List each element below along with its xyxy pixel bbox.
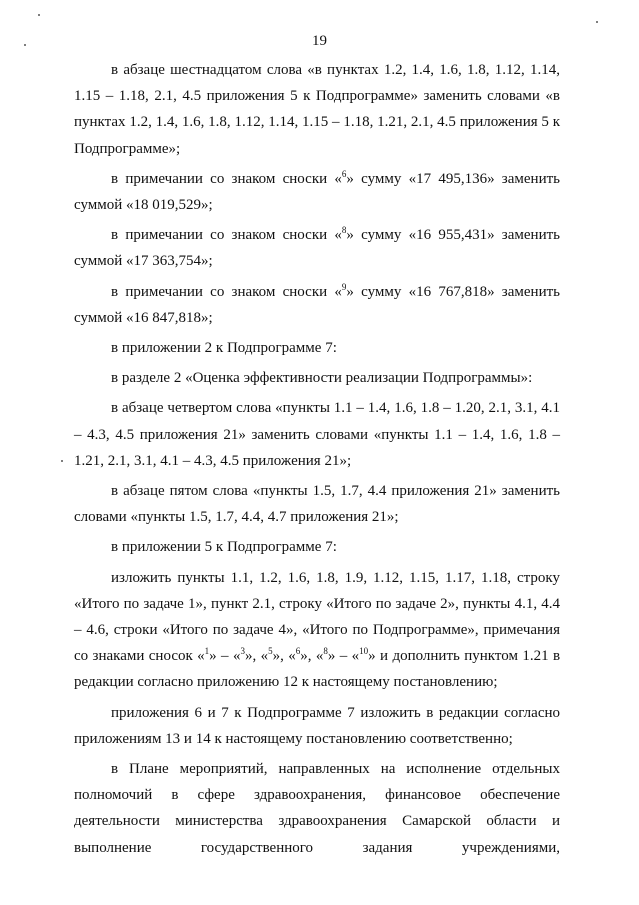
paragraph-11: приложения 6 и 7 к Подпрограмме 7 изложить в редакции согласно приложениям 13 и 14 к настоящему постановлению соответственно; (74, 704, 560, 747)
paragraph-5: в приложении 2 к Подпрограмме 7: (111, 340, 337, 357)
paragraph-6: в разделе 2 «Оценка эффективности реализации Подпрограммы»: (111, 370, 533, 387)
footnote-mark: 1 (204, 646, 210, 657)
footnote-mark: 5 (268, 646, 273, 657)
paragraph-7: в абзаце четвертом слова «пункты 1.1 – 1.4, 1.6, 1.8 – 1.20, 2.1, 3.1, 4.1 – 4.3, 4.5 приложения 21» заменить словами «пункты 1.1 – 1.4, 1.6, 1.8 – 1.21, 2.1, 3.1, 4.1 – 4.3, 4.5 приложения 21»; (74, 400, 560, 469)
document-body (74, 57, 560, 861)
footnote-mark: 8 (323, 646, 328, 657)
paragraph-4: в примечании со знаком сноски «$^9$» сумму «16 767,818» заменить суммой «16 847,818»; (74, 281, 560, 326)
scan-speck (24, 44, 26, 46)
footnote-mark: 8 (341, 225, 347, 236)
paragraph-2: в примечании со знаком сноски «$^6$» сумму «17 495,136» заменить суммой «18 019,529»; (74, 168, 560, 214)
footnote-mark: 3 (240, 646, 245, 657)
paragraph-10: изложить пункты 1.1, 1.2, 1.6, 1.8, 1.9, 1.12, 1.15, 1.17, 1.18, строку «Итого по задаче 1», пункт 2.1, строку «Итого по задаче 2», пункты 4.1, 4.4 – 4.6, строки «Итого по задаче 4», «Итого по Подпрограмме», примечания со знаками сносок «$^1$» – «$^3$», «$^5$», «$^6$», «$^8$» – «$^{10}$» и дополнить пунктом 1.21 в редакции согласно приложению 12 к настоящему постановлению; (74, 569, 561, 691)
paragraph-3: в примечании со знаком сноски «$^8$» сумму «16 955,431» заменить суммой «17 363,754»; (74, 225, 560, 270)
page-number: 19 (312, 33, 327, 49)
scan-speck (596, 21, 598, 23)
scan-speck (38, 14, 40, 16)
footnote-mark: 6 (295, 646, 301, 657)
footnote-mark: 6 (341, 168, 347, 179)
footnote-mark: 10 (359, 646, 369, 657)
paragraph-8: в абзаце пятом слова «пункты 1.5, 1.7, 4.4 приложения 21» заменить словами «пункты 1.5, 1.7, 4.4, 4.7 приложения 21»; (74, 483, 560, 526)
footnote-mark: 9 (341, 281, 347, 292)
paragraph-1: в абзаце шестнадцатом слова «в пунктах 1.2, 1.4, 1.6, 1.8, 1.12, 1.14, 1.15 – 1.18, 2.1, 4.5 приложения 5 к Подпрограмме» заменить словами «в пунктах 1.2, 1.4, 1.6, 1.8, 1.12, 1.14, 1.15 – 1.18, 1.21, 2.1, 4.5 приложения 5 к Подпрограмме»; (74, 62, 560, 157)
paragraph-12: в Плане мероприятий, направленных на исполнение отдельных полномочий в сфере здравоохранения, финансовое обеспечение деятельности министерства здравоохранения Самарской области и выполнение государственного задания учреждениями, (74, 761, 560, 856)
paragraph-9: в приложении 5 к Подпрограмме 7: (111, 539, 337, 556)
scan-speck (61, 460, 63, 462)
